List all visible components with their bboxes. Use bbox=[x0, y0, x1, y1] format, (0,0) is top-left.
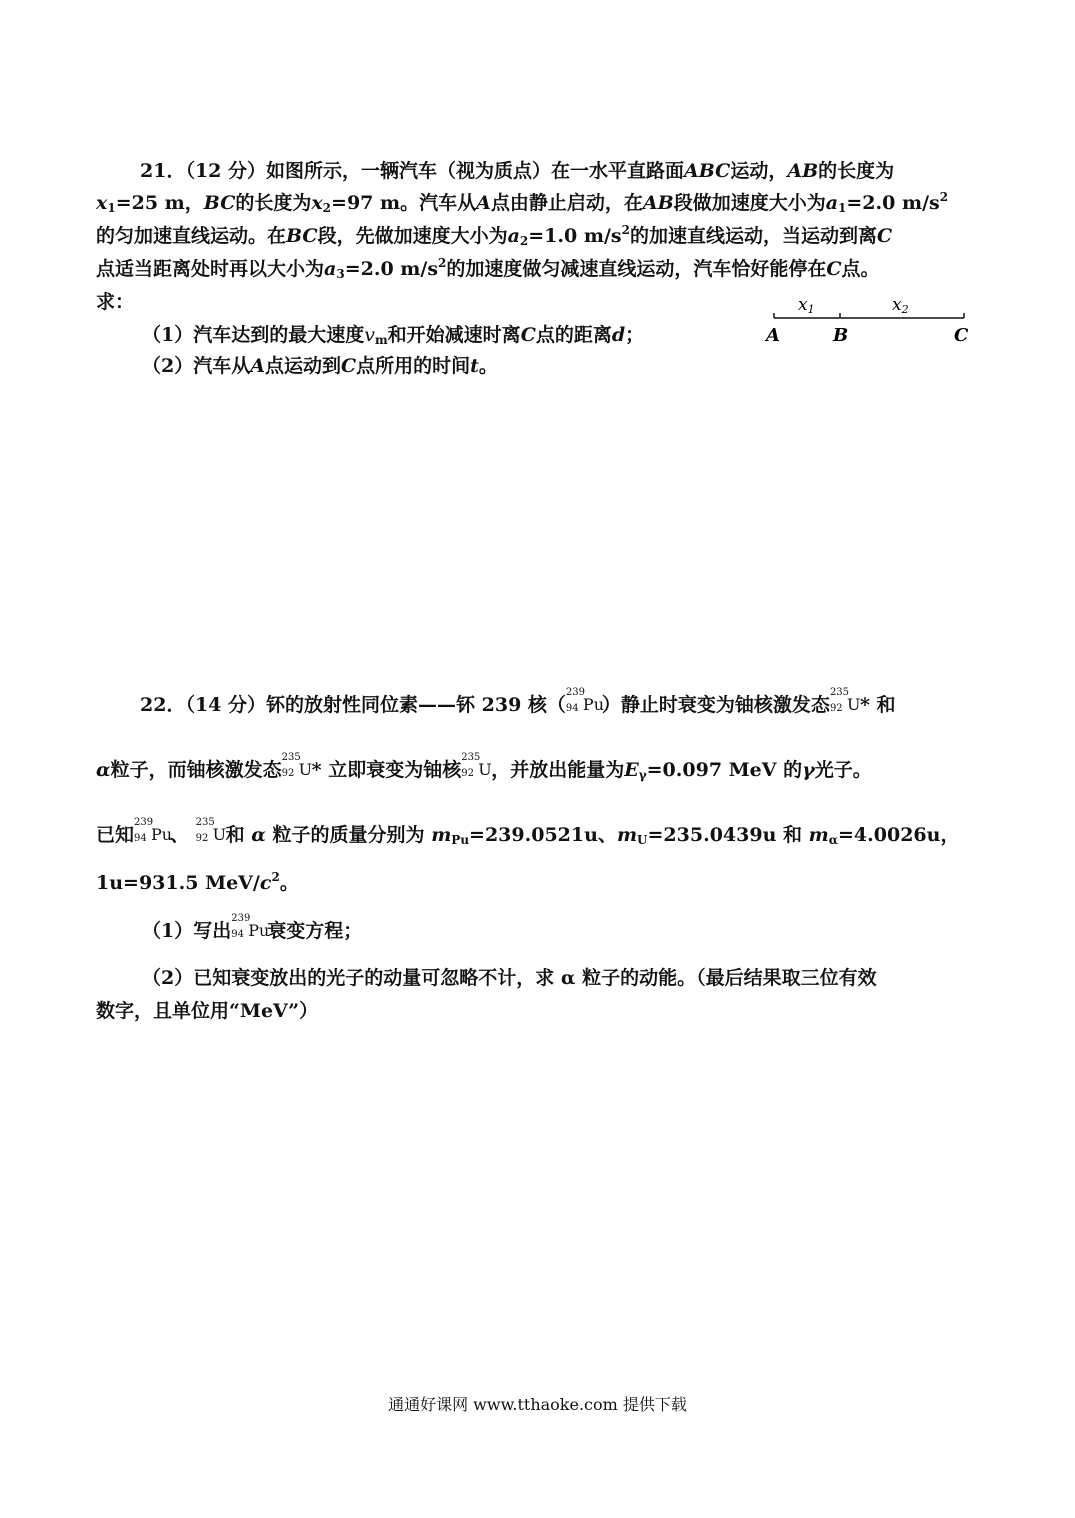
q21-text: 的加速度做匀减速直线运动，汽车恰好能停在 bbox=[446, 258, 827, 280]
q21-text: 点适当距离处时再以大小为 bbox=[96, 258, 325, 280]
label-point-a: A bbox=[766, 325, 780, 346]
q22-text: 粒子的质量分别为 bbox=[272, 824, 425, 846]
q21-text: ； bbox=[625, 324, 645, 346]
label-point-c: C bbox=[954, 325, 969, 346]
q22-text: c bbox=[259, 872, 272, 894]
q21-text: a bbox=[324, 258, 337, 280]
q22-text: =235.0439u 和 bbox=[647, 824, 803, 846]
q22-text: γ bbox=[802, 759, 815, 781]
q21-line-1 bbox=[140, 156, 894, 183]
q22-part-2-cont bbox=[96, 996, 318, 1023]
label-point-b: B bbox=[833, 325, 849, 346]
q21-text: BC bbox=[203, 192, 236, 214]
q22-text: 光子。 bbox=[814, 759, 872, 781]
q21-text: 点运动到 bbox=[264, 355, 341, 377]
q21-text: 1 bbox=[838, 201, 847, 215]
nuclide-pu-239: 239 94 Pu bbox=[134, 817, 173, 844]
q22-text: （1）写出 bbox=[142, 920, 232, 942]
q21-part-2 bbox=[142, 351, 498, 378]
q21-text: m bbox=[374, 333, 388, 347]
q21-text: BC bbox=[286, 225, 318, 247]
q22-text: 数字，且单位用“MeV”） bbox=[96, 1000, 319, 1022]
q21-text: A bbox=[476, 192, 491, 214]
q21-score: （12 分） bbox=[185, 160, 267, 182]
q21-text: 的长度为 bbox=[235, 192, 312, 214]
q22-text: 1u=931.5 MeV/ bbox=[96, 872, 260, 894]
q22-part-2 bbox=[142, 963, 877, 990]
q21-text: 段，先做加速度大小为 bbox=[317, 225, 508, 247]
q22-text: m bbox=[808, 824, 829, 846]
q22-text: α bbox=[96, 759, 111, 781]
q21-text: =97 m。汽车从 bbox=[331, 192, 477, 214]
q22-text: ，并放出能量为 bbox=[491, 759, 625, 781]
q22-text: m bbox=[616, 824, 638, 846]
q21-text: 点的距离 bbox=[535, 324, 612, 346]
q21-text: C bbox=[520, 324, 536, 346]
q22-score: （14 分） bbox=[185, 694, 267, 716]
footer-credit: 通通好课网 www.tthaoke.com 提供下载 bbox=[388, 1395, 687, 1414]
nuclide-u-235: 235 92 U bbox=[829, 687, 861, 714]
q22-text: 和 bbox=[225, 824, 245, 846]
q21-text: =1.0 m/s bbox=[528, 225, 622, 247]
q21-line-5 bbox=[96, 287, 134, 314]
q21-line-4 bbox=[96, 254, 880, 281]
q21-text: x bbox=[96, 192, 108, 214]
q21-text: 2 bbox=[939, 190, 949, 204]
q22-text: α bbox=[251, 824, 266, 846]
q21-text: A bbox=[250, 355, 265, 377]
q21-text: 1 bbox=[107, 201, 116, 215]
q21-text: 点所用的时间 bbox=[356, 355, 471, 377]
q21-text: 2 bbox=[519, 234, 529, 248]
q21-text: =25 m， bbox=[115, 192, 204, 214]
q22-text: 衰变方程； bbox=[267, 920, 363, 942]
q21-text: AB bbox=[787, 160, 819, 182]
q22-text: 粒子，而铀核激发态 bbox=[110, 759, 282, 781]
q21-text: ABC bbox=[684, 160, 731, 182]
q22-part-1 bbox=[142, 913, 363, 943]
q21-text: 如图所示，一辆汽车（视为质点）在一水平直路面 bbox=[266, 160, 685, 182]
q21-text: 求： bbox=[96, 291, 135, 313]
q22-text: * 立即衰变为铀核 bbox=[311, 759, 462, 781]
q21-text: a bbox=[825, 192, 839, 214]
q21-text: 的加速直线运动，当运动到离 bbox=[629, 225, 877, 247]
q21-text: t bbox=[470, 355, 479, 377]
q21-text: 的匀加速直线运动。在 bbox=[96, 225, 287, 247]
q21-text: （1）汽车达到的最大速度 bbox=[142, 324, 365, 346]
q22-text: α bbox=[828, 833, 838, 847]
q22-text: γ bbox=[638, 768, 647, 782]
nuclide-u-235: 235 92 U bbox=[281, 752, 313, 779]
q21-number: 21． bbox=[140, 160, 186, 182]
q21-text: =2.0 m/s bbox=[846, 192, 940, 214]
road-line-figure bbox=[760, 294, 980, 354]
q21-line-2 bbox=[96, 188, 948, 215]
q22-line-1 bbox=[140, 687, 896, 717]
q21-text: x bbox=[311, 192, 323, 214]
q22-line-3 bbox=[96, 817, 960, 847]
q21-text: 和开始减速时离 bbox=[387, 324, 521, 346]
q21-text: 点。 bbox=[841, 258, 880, 280]
q21-text: AB bbox=[642, 192, 674, 214]
q21-text: 点由静止启动，在 bbox=[490, 192, 643, 214]
nuclide-pu-239: 239 94 Pu bbox=[231, 913, 270, 940]
q22-text: 已知 bbox=[96, 824, 135, 846]
q21-text: v bbox=[364, 324, 375, 346]
abc-road-diagram bbox=[760, 294, 980, 354]
q22-number: 22． bbox=[140, 694, 186, 716]
q21-text: 。 bbox=[478, 355, 498, 377]
nuclide-pu-239: 239 94 Pu bbox=[565, 687, 604, 714]
q22-text: 。 bbox=[279, 872, 299, 894]
q22-text: 钚的放射性同位素——钚 239 核（ bbox=[266, 694, 566, 716]
q21-text: 段做加速度大小为 bbox=[673, 192, 826, 214]
q21-text: 3 bbox=[336, 267, 345, 281]
q22-text: 2 bbox=[271, 870, 280, 884]
q22-text: =0.097 MeV 的 bbox=[646, 759, 803, 781]
q21-text: C bbox=[341, 355, 357, 377]
q21-text: 的长度为 bbox=[818, 160, 895, 182]
q22-text: =239.0521u、 bbox=[469, 824, 617, 846]
q22-text: * 和 bbox=[859, 694, 896, 716]
q21-text: 2 bbox=[322, 201, 332, 215]
q21-text: C bbox=[826, 258, 842, 280]
q21-text: d bbox=[611, 324, 626, 346]
q21-text: a bbox=[507, 225, 520, 247]
q21-text: C bbox=[876, 225, 893, 247]
q22-text: U bbox=[637, 833, 648, 847]
q21-text: 运动， bbox=[730, 160, 788, 182]
q22-text: =4.0026u， bbox=[838, 824, 960, 846]
q21-text: 2 bbox=[621, 223, 630, 237]
q21-line-3 bbox=[96, 221, 892, 248]
q22-line-2 bbox=[96, 752, 872, 782]
q22-text: （2）已知衰变放出的光子的动量可忽略不计，求 α 粒子的动能。（最后结果取三位有效 bbox=[142, 967, 877, 989]
nuclide-u-235: 235 92 U bbox=[461, 752, 492, 779]
q21-part-1 bbox=[142, 320, 644, 347]
label-x2: x2 bbox=[892, 295, 909, 316]
q21-text: =2.0 m/s bbox=[344, 258, 439, 280]
q22-text: m bbox=[431, 824, 452, 846]
q21-text: （2）汽车从 bbox=[142, 355, 251, 377]
q22-text: Pu bbox=[451, 833, 470, 847]
label-x1: x1 bbox=[798, 295, 815, 316]
nuclide-u-235: 235 92 U bbox=[195, 817, 227, 844]
q22-text: 、 bbox=[170, 824, 190, 846]
q22-text: ）静止时衰变为铀核激发态 bbox=[601, 694, 830, 716]
q21-text: 2 bbox=[438, 256, 447, 270]
q22-line-4 bbox=[96, 868, 299, 895]
q22-text: E bbox=[624, 759, 639, 781]
